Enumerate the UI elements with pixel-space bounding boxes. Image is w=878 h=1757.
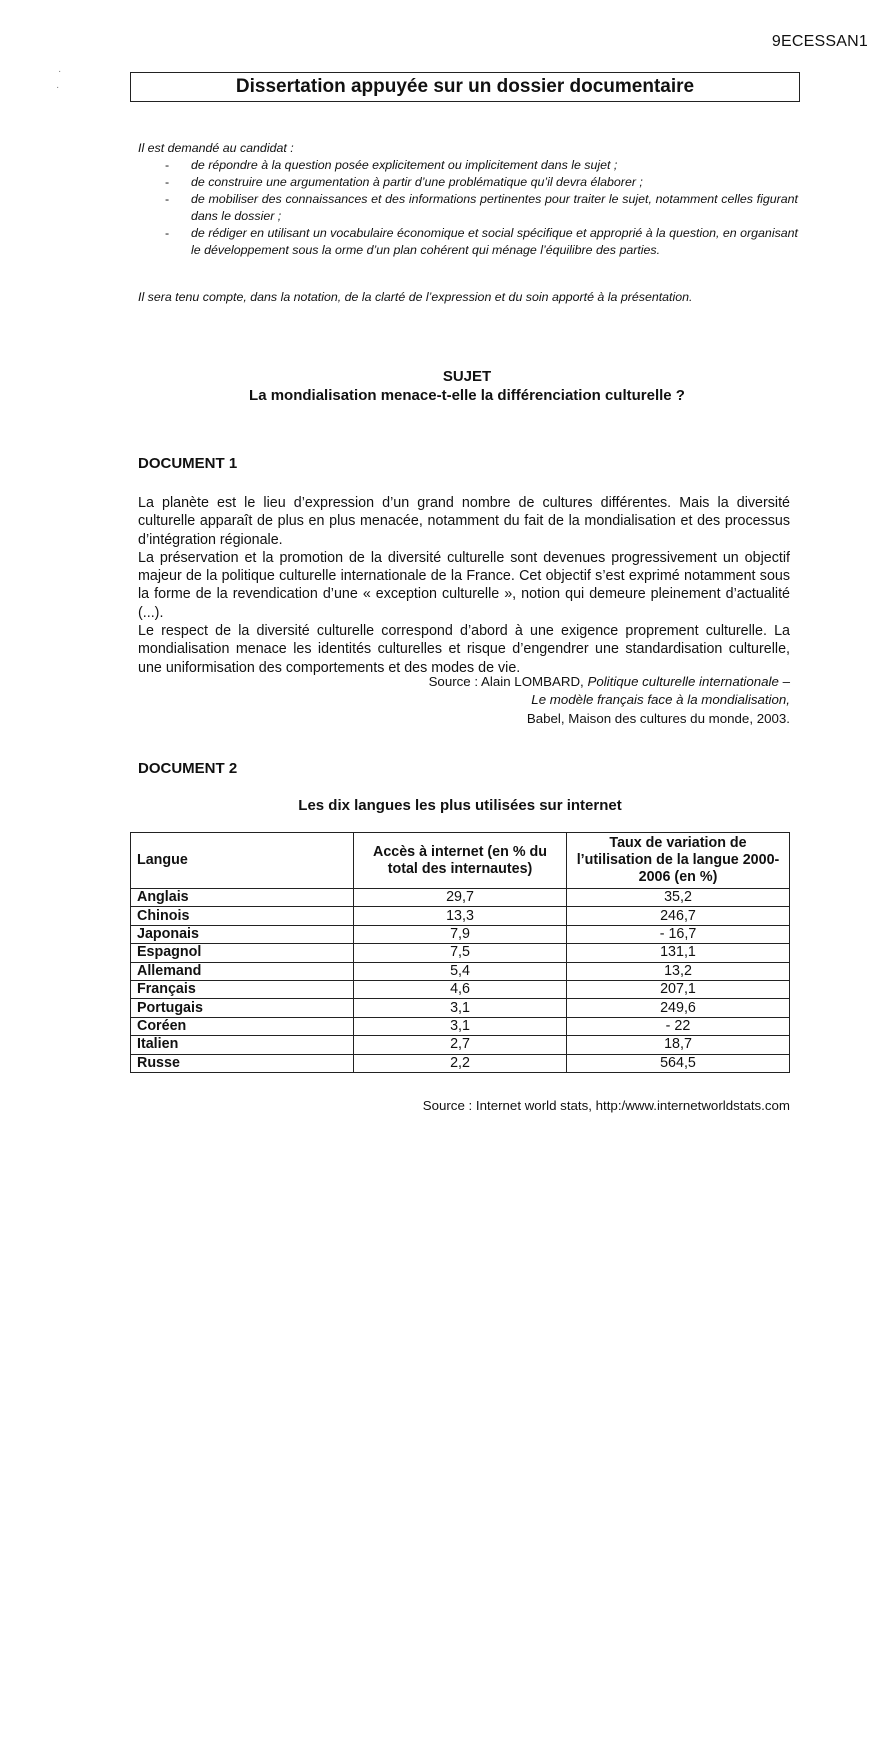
instruction-item: - de rédiger en utilisant un vocabulaire économique et social spécifique et approprié à la question, en organisant le développement sous la orme d’un plan cohérent qui ménage l’équilibre des parties.: [138, 225, 798, 259]
instructions-list: [138, 157, 798, 259]
cell-variation: - 16,7: [567, 925, 790, 943]
grading-note: Il sera tenu compte, dans la notation, de la clarté de l’expression et du soin apporté à la présentation.: [138, 290, 693, 304]
column-header-language: Langue: [131, 833, 354, 889]
cell-language: Portugais: [131, 999, 354, 1017]
table-row: [131, 907, 790, 925]
cell-access: 3,1: [354, 999, 567, 1017]
table-row: [131, 962, 790, 980]
cell-language: Italien: [131, 1036, 354, 1054]
cell-variation: 18,7: [567, 1036, 790, 1054]
column-header-variation: Taux de variation de l’utilisation de la langue 2000-2006 (en %): [567, 833, 790, 889]
cell-language: Anglais: [131, 889, 354, 907]
table-row: [131, 1036, 790, 1054]
cell-language: Espagnol: [131, 944, 354, 962]
cell-access: 13,3: [354, 907, 567, 925]
source-publisher: Babel, Maison des cultures du monde, 2003.: [526, 710, 790, 726]
table-title: Les dix langues les plus utilisées sur internet: [298, 797, 622, 814]
languages-table: [130, 832, 790, 1073]
scan-speck: ·: [56, 82, 60, 93]
cell-variation: 249,6: [567, 999, 790, 1017]
cell-language: Russe: [131, 1054, 354, 1072]
cell-language: Français: [131, 980, 354, 998]
table-header-row: [131, 833, 790, 889]
cell-variation: - 22: [567, 1017, 790, 1035]
document1-source: [429, 673, 790, 728]
source-subtitle: Le modèle français face à la mondialisation,: [531, 692, 790, 708]
cell-access: 5,4: [354, 962, 567, 980]
table-row: [131, 889, 790, 907]
cell-access: 4,6: [354, 980, 567, 998]
cell-variation: 246,7: [567, 907, 790, 925]
scan-speck: ·: [58, 66, 62, 77]
table-row: [131, 925, 790, 943]
table-row: [131, 980, 790, 998]
page-title: Dissertation appuyée sur un dossier documentaire: [130, 72, 800, 102]
instruction-item: - de répondre à la question posée explicitement ou implicitement dans le sujet ;: [138, 157, 798, 174]
cell-language: Chinois: [131, 907, 354, 925]
cell-access: 2,7: [354, 1036, 567, 1054]
instructions-block: [138, 140, 798, 259]
column-header-access: Accès à internet (en % du total des internautes): [354, 833, 567, 889]
table-row: [131, 999, 790, 1017]
document1-paragraph: Le respect de la diversité culturelle correspond d’abord à une exigence proprement culturelle. La mondialisation menace les identités culturelles et risque d’engendrer une standardisation culturelle, une uniformisation des comportements et des modes de vie.: [138, 623, 790, 676]
cell-variation: 131,1: [567, 944, 790, 962]
table-row: [131, 1017, 790, 1035]
document1-title: DOCUMENT 1: [138, 455, 238, 472]
cell-access: 7,5: [354, 944, 567, 962]
source-title: Politique culturelle internationale –: [587, 674, 790, 689]
document1-paragraph: La planète est le lieu d’expression d’un grand nombre de cultures différentes. Mais la diversité culturelle apparaît de plus en plus menacée, notamment du fait de la mondialisation et des processus d’intégration régionale.: [138, 495, 790, 548]
cell-access: 7,9: [354, 925, 567, 943]
cell-language: Coréen: [131, 1017, 354, 1035]
instruction-item: - de mobiliser des connaissances et des informations pertinentes pour traiter le sujet, notamment celles figurant dans le dossier ;: [138, 191, 798, 225]
cell-variation: 35,2: [567, 889, 790, 907]
cell-variation: 564,5: [567, 1054, 790, 1072]
cell-access: 29,7: [354, 889, 567, 907]
table-body: [131, 889, 790, 1073]
document1-paragraph: La préservation et la promotion de la diversité culturelle sont devenues progressivement un objectif majeur de la politique culturelle internationale de la France. Cet objectif s’est exprimé notamment sous la forme de la revendication d’une « exception culturelle », notion qui demeure pleinement d’actualité (...).: [138, 549, 790, 621]
document1-text: [138, 494, 790, 677]
instruction-item: - de construire une argumentation à partir d’une problématique qu’il devra élaborer ;: [138, 174, 798, 191]
cell-language: Allemand: [131, 962, 354, 980]
document2-title: DOCUMENT 2: [138, 760, 238, 777]
table-row: [131, 944, 790, 962]
table-row: [131, 1054, 790, 1072]
cell-access: 2,2: [354, 1054, 567, 1072]
cell-variation: 207,1: [567, 980, 790, 998]
cell-language: Japonais: [131, 925, 354, 943]
subject-question: La mondialisation menace-t-elle la différenciation culturelle ?: [249, 387, 685, 404]
source-prefix: Source : Alain LOMBARD,: [428, 674, 588, 689]
cell-variation: 13,2: [567, 962, 790, 980]
instructions-intro: Il est demandé au candidat :: [138, 141, 294, 155]
cell-access: 3,1: [354, 1017, 567, 1035]
document-code: 9ECESSAN1: [771, 33, 868, 50]
document2-source: Source : Internet world stats, http:/www.internetworldstats.com: [422, 1098, 790, 1113]
subject-label: SUJET: [442, 368, 492, 385]
subject-block: [0, 367, 878, 405]
